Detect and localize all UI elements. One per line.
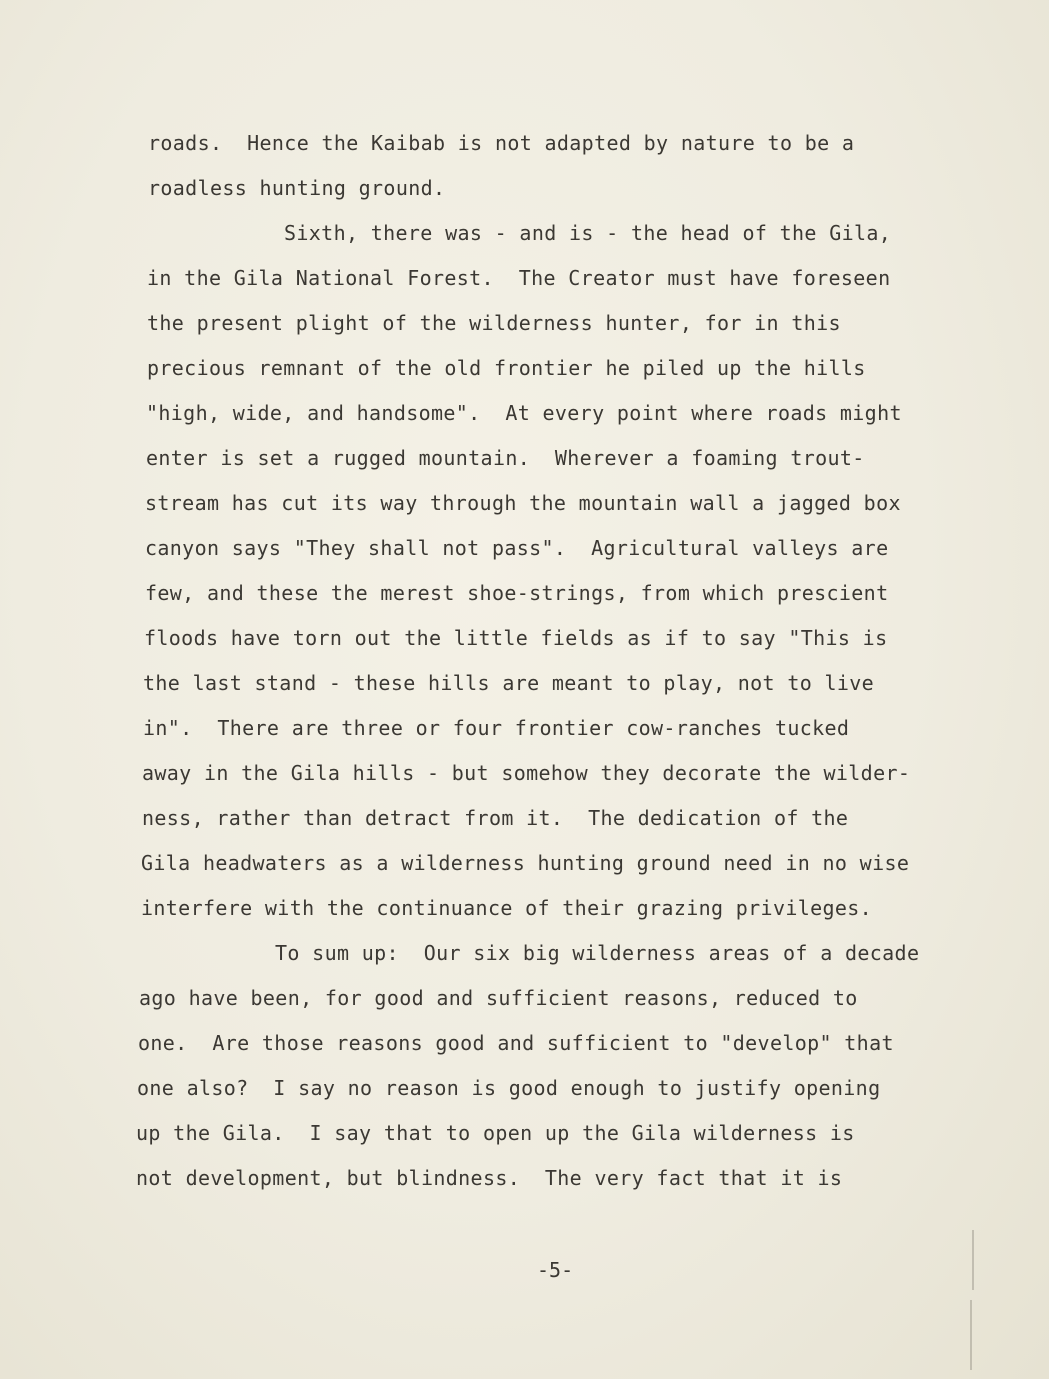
text-line: not development, but blindness. The very fact that it is <box>136 1166 843 1190</box>
paper-edge-mark <box>972 1230 974 1290</box>
text-line: precious remnant of the old frontier he piled up the hills <box>147 356 866 380</box>
text-line: interfere with the continuance of their grazing privileges. <box>141 896 873 920</box>
text-line: stream has cut its way through the mountain wall a jagged box <box>145 491 901 515</box>
text-line: ago have been, for good and sufficient reasons, reduced to <box>139 986 858 1010</box>
text-line: roadless hunting ground. <box>148 176 446 200</box>
page-number: -5- <box>537 1258 574 1282</box>
text-line: few, and these the merest shoe-strings, from which prescient <box>145 581 889 605</box>
text-line: Sixth, there was - and is - the head of the Gila, <box>284 221 892 245</box>
text-line: canyon says "They shall not pass". Agricultural valleys are <box>145 536 889 560</box>
text-line: "high, wide, and handsome". At every point where roads might <box>146 401 902 425</box>
text-line: up the Gila. I say that to open up the Gila wilderness is <box>136 1121 855 1145</box>
text-line: Gila headwaters as a wilderness hunting ground need in no wise <box>141 851 910 875</box>
text-line: one also? I say no reason is good enough to justify opening <box>137 1076 881 1100</box>
text-line: the last stand - these hills are meant to play, not to live <box>143 671 875 695</box>
text-line: in the Gila National Forest. The Creator must have foreseen <box>147 266 891 290</box>
text-line: the present plight of the wilderness hunter, for in this <box>147 311 841 335</box>
text-line: To sum up: Our six big wilderness areas of a decade <box>275 941 920 965</box>
text-line: one. Are those reasons good and sufficient to "develop" that <box>138 1031 894 1055</box>
text-line: away in the Gila hills - but somehow they decorate the wilder- <box>142 761 911 785</box>
paper-edge-mark <box>970 1300 972 1370</box>
text-line: enter is set a rugged mountain. Wherever a foaming trout- <box>146 446 865 470</box>
text-line: roads. Hence the Kaibab is not adapted by nature to be a <box>148 131 855 155</box>
text-line: floods have torn out the little fields as if to say "This is <box>144 626 888 650</box>
text-line: in". There are three or four frontier cow-ranches tucked <box>143 716 850 740</box>
text-line: ness, rather than detract from it. The dedication of the <box>142 806 849 830</box>
